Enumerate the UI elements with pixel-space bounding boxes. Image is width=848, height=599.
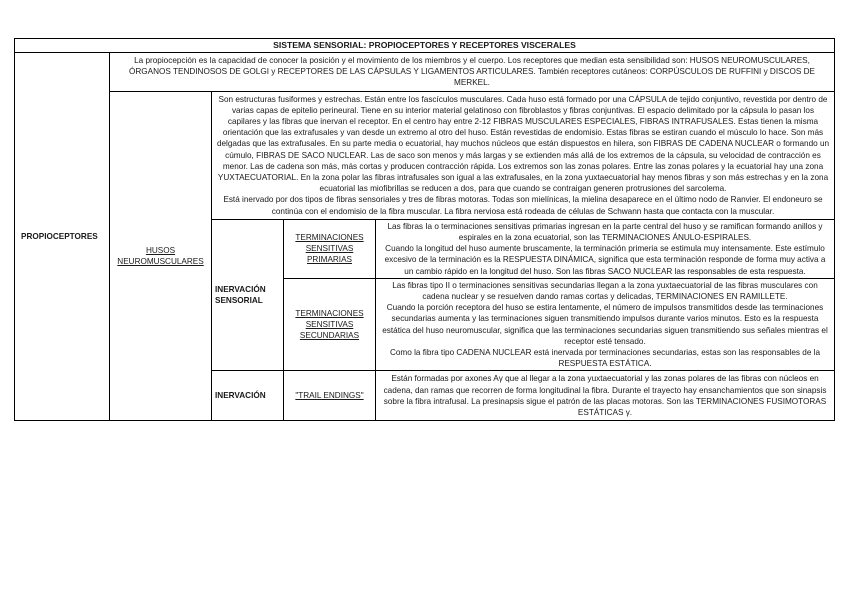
husos-description-p1: Son estructuras fusiformes y estrechas. Están entre los fascículos musculares. Cada huso está formado por una CÁPSULA de tejido conjuntivo, revestida por dentro de varias capas de epitelio perineural. Tiene en su interior material gelatinoso con fibroblastos y fibras conjuntivas. El espacio delimitado por la cápsula lo pasan los capilares y las fibras que inervan el receptor. En el centro hay entre 2-12 FIBRAS MUSCULARES ESPECIALES, FIBRAS INTRAFUSALES. Estas tienen la misma orientación que las extrafusales y van desde un extremo al otro del huso. Están revestidas de endomisio. Estas fibras se estiran cuando el músculo lo hace. Son más delgadas que las extrafusales. En su parte media o ecuatorial, hay muchos núcleos que están dispuestos en hilera, son FIBRAS DE CADENA NUCLEAR o formando un cúmulo, FIBRAS DE SACO NUCLEAR. Las de saco son menos y más largas y se extienden más allá de los extremos de la cápsula, su velocidad de contracción es menor. Las de cadena son más, más cortas y producen contracción rápida. Los extremos son las zonas polares. Entre las zonas polares y la ecuatorial hay una zona YUXTAECUATORIAL. En la zona polar las fibras intrafusales son igual a las extrafusales, en la zona yuxtaecuatorial hay menos fibras y son más estrechas y en la zona ecuatorial las miofibrillas se reducen a dos, para que cuando se contraigan generen protrusiones del sarcolema.	[216, 94, 830, 194]
husos-label: HUSOS NEUROMUSCULARES	[110, 91, 212, 421]
intro-text: La propiocepción es la capacidad de conocer la posición y el movimiento de los miembros y el cuerpo. Los receptores que median esta sensibilidad son: HUSOS NEUROMUSCULARES, ÓRGANOS TENDINOSOS DE GOLGI y RECEPTORES DE LAS CÁPSULAS Y LIGAMENTOS ARTICULARES. También receptores cutáneos: CORPÚSCULOS DE RUFFINI y DISCOS DE MERKEL.	[110, 53, 835, 92]
terminaciones-secundarias-label: TERMINACIONES SENSITIVAS SECUNDARIAS	[284, 278, 376, 371]
husos-description-p2: Está inervado por dos tipos de fibras sensoriales y tres de fibras motoras. Todas son mielínicas, la mielina desaparece en el último nodo de Ranvier. El endoneuro se continúa con el endomisio de la fibra muscular. La fibra nerviosa está rodeada de células de Schwann hasta que contacta con la muscular.	[223, 195, 823, 216]
propioceptores-label: PROPIOCEPTORES	[15, 53, 110, 421]
inervacion-label: INERVACIÓN	[212, 371, 284, 421]
inervacion-sensorial-label: INERVACIÓN SENSORIAL	[212, 219, 284, 371]
propioceptores-table	[14, 38, 835, 421]
terminaciones-primarias-text	[376, 219, 835, 278]
terminaciones-primarias-p2: Cuando la longitud del huso aumente bruscamente, la terminación primeria se estimula muy intensamente. Este estímulo excesivo de la terminación es la RESPUESTA DINÁMICA, significa que esta terminación responde de forma muy activa a un cambio rápido en la longitud del huso. Son las fibras SACO NUCLEAR las responsables de esta respuesta.	[384, 244, 826, 276]
terminaciones-secundarias-text	[376, 278, 835, 371]
trail-endings-label: "TRAIL ENDINGS"	[284, 371, 376, 421]
terminaciones-secundarias-p3: Como la fibra tipo CADENA NUCLEAR está inervada por terminaciones secundarias, estas son las responsables de la RESPUESTA ESTÁTICA.	[389, 348, 821, 369]
terminaciones-secundarias-p1: Las fibras tipo II o terminaciones sensitivas secundarias llegan a la zona yuxtaecuatorial de las fibras musculares con cadena nuclear y se resuelven dando ramas cortas y delicadas, TERMINACIONES EN RAMILLETE.	[392, 280, 818, 302]
table-title: SISTEMA SENSORIAL: PROPIOCEPTORES Y RECEPTORES VISCERALES	[15, 39, 835, 53]
terminaciones-primarias-label: TERMINACIONES SENSITIVAS PRIMARIAS	[284, 219, 376, 278]
terminaciones-secundarias-p2: Cuando la porción receptora del huso se estira lentamente, el número de impulsos transmitidos desde las terminaciones secundarias aumenta y las terminaciones siguen transmitiendo impulsos durante varios minutos. Esto es la respuesta estática del huso neuromuscular, significa que las terminaciones secundarias siguen transmitiendo sus señales mientras el receptor esté tensado.	[382, 303, 828, 346]
document-page	[14, 38, 834, 421]
husos-description	[212, 91, 835, 219]
terminaciones-primarias-p1: Las fibras Ia o terminaciones sensitivas primarias ingresan en la parte central del huso y se ramifican formando anillos y espirales en la zona ecuatorial, son las TERMINACIONES ÁNULO-ESPIRALES.	[387, 221, 823, 243]
trail-endings-text: Están formadas por axones Aγ que al llegar a la zona yuxtaecuatorial y las zonas polares de las fibras con núcleos en cadena, dan ramas que recorren de forma longitudinal la fibra. Durante el trayecto hay ensanchamientos que son sinapsis sobre la fibra intrafusal. La presinapsis sigue el patrón de las placas motoras. Son las TERMINACIONES FUSIMOTORAS ESTÁTICAS γ.	[376, 371, 835, 421]
